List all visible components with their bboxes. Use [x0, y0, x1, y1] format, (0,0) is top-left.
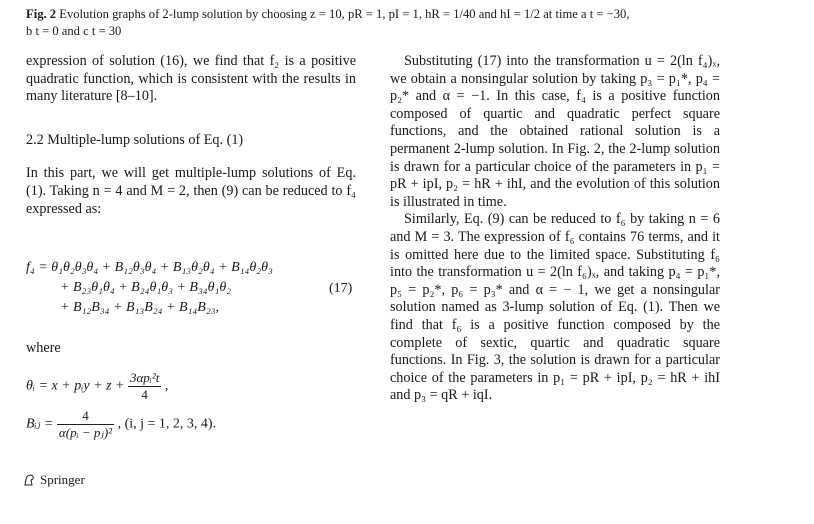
theta-tail: ,	[164, 378, 169, 394]
equation-17	[26, 258, 273, 318]
section-heading: 2.2 Multiple-lump solutions of Eq. (1)	[26, 131, 244, 148]
left-paragraph-2: In this part, we will get multiple-lump solutions of Eq. (1). Taking n = 4 and M = 2, then (9) can be reduced to f₄ expressed as:	[26, 165, 356, 217]
figure-label: Fig. 2	[26, 7, 57, 21]
caption-text-2: b t = 0 and c t = 30	[26, 24, 122, 38]
theta-definition	[26, 370, 168, 403]
theta-denominator: 4	[141, 387, 148, 402]
bij-lhs: Bᵢⱼ =	[26, 416, 54, 432]
left-column	[26, 53, 356, 218]
bij-denominator: α(pᵢ − pⱼ)²	[58, 425, 113, 440]
right-paragraph-2: Similarly, Eq. (9) can be reduced to f₆ by taking n = 6 and M = 3. The expression of f₆ contains 76 terms, and it is omitted here due to the limited space. Substituting f₆ into the transformation u = 2(ln f₆)ₓ, and taking p₄ = p₁*, p₅ = p₂*, p₆ = p₃* and α = − 1, we get a nonsingular solution named as 3-lump solution of Eq. (1). Then we find that f₆ is a positive function composed by the complete of sextic, quartic and quadratic square functions. In Fig. 3, the solution is drawn for a particular choice of the parameters in p₁ = pR + ipI, p₂ = hR + ihI and p₃ = qR + iqI.	[390, 211, 720, 404]
bij-fraction	[57, 408, 114, 441]
right-paragraph-1: Substituting (17) into the transformation u = 2(ln f₄)ₓ, we obtain a nonsingular solution by taking p₃ = p₁*, p₄ = p₂* and α = −1. In this case, f₄ is a positive function composed of quartic and quadratic perfect square functions, and the obtained rational solution is a permanent 2-lump solution. In Fig. 2, the 2-lump solution is drawn for a particular choice of the parameters in p₁ = pR + ipI, p₂ = hR + ihI, and the evolution of this solution is illustrated in time.	[390, 53, 720, 210]
bij-numerator: 4	[57, 408, 114, 425]
equation-line-3: + B₁₂B₃₄ + B₁₃B₂₄ + B₁₄B₂₃,	[60, 300, 220, 315]
right-column	[390, 53, 720, 405]
left-paragraph-1: expression of solution (16), we find that f₂ is a positive quadratic function, which is consistent with the results in many literature [8–10].	[26, 53, 356, 105]
equation-line-1: f₄ = θ₁θ₂θ₃θ₄ + B₁₂θ₃θ₄ + B₁₃θ₂θ₄ + B₁₄θ₂θ₃	[26, 260, 273, 275]
equation-line-2: + B₂₃θ₁θ₄ + B₂₄θ₁θ₃ + B₃₄θ₁θ₂	[60, 280, 232, 295]
springer-horse-icon	[22, 473, 36, 487]
where-label: where	[26, 340, 61, 356]
theta-fraction	[128, 370, 161, 403]
theta-lhs: θᵢ = x + pᵢy + z +	[26, 378, 125, 394]
publisher-logo	[22, 472, 85, 488]
bij-definition	[26, 408, 216, 441]
bij-tail: , (i, j = 1, 2, 3, 4).	[117, 416, 217, 432]
figure-caption	[26, 6, 796, 40]
equation-number: (17)	[329, 281, 353, 296]
theta-numerator: 3αpᵢ²t	[129, 370, 160, 385]
caption-text: Evolution graphs of 2-lump solution by choosing z = 10, pR = 1, pI = 1, hR = 1/40 and hI = 1/2 at time a t = −30,	[59, 7, 630, 21]
publisher-name: Springer	[40, 472, 85, 487]
